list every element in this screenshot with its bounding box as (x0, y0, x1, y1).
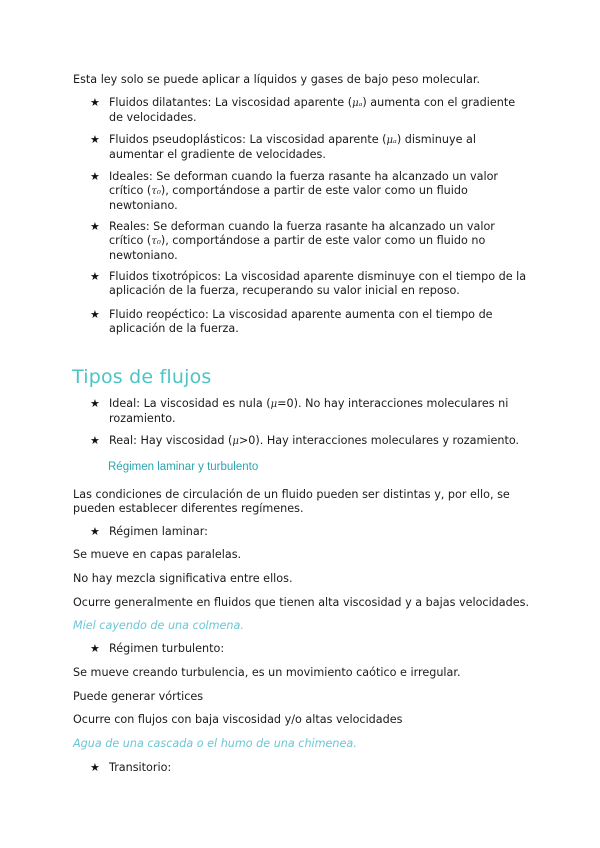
list-item-turbulento: ★ Régimen turbulento: (90, 642, 225, 655)
turbulent-example: Agua de una cascada o el humo de una chimenea. (73, 737, 357, 750)
list-item-transitorio: ★ Transitorio: (90, 761, 172, 774)
turbulent-line: Ocurre con flujos con baja viscosidad y/o altas velocidades (73, 713, 403, 726)
star-bullet-icon: ★ (90, 761, 100, 774)
list-item-laminar: ★ Régimen laminar: (90, 525, 208, 538)
laminar-line: Ocurre generalmente en fluidos que tienen alta viscosidad y a bajas velocidades. (73, 596, 529, 609)
list-item-flujo-real: ★ Real: Hay viscosidad (μ>0). Hay interacciones moleculares y rozamiento. (90, 434, 520, 447)
regimes-intro-paragraph: Las condiciones de circulación de un fluido pueden ser distintas y, por ello, se pueden establecer diferentes regímenes. (73, 488, 510, 515)
star-bullet-icon: ★ (90, 525, 100, 538)
list-item-dilatantes: ★ Fluidos dilatantes: La viscosidad aparente (μₐ) aumenta con el gradiente de velocidades. (90, 96, 516, 124)
laminar-example: Miel cayendo de una colmena. (73, 619, 244, 632)
list-item-flujo-ideal: ★ Ideal: La viscosidad es nula (μ=0). No hay interacciones moleculares ni rozamiento. (90, 397, 509, 425)
star-bullet-icon: ★ (90, 133, 100, 146)
list-item-ideales: ★ Ideales: Se deforman cuando la fuerza rasante ha alcanzado un valor crítico (τ₀), comportándose a partir de este valor como un fluido newtoniano. (90, 170, 499, 212)
subsection-title: Régimen laminar y turbulento (108, 461, 259, 473)
turbulent-line: Se mueve creando turbulencia, es un movimiento caótico e irregular. (73, 666, 461, 679)
star-bullet-icon: ★ (90, 270, 100, 283)
star-bullet-icon: ★ (90, 220, 100, 233)
list-item-pseudoplasticos: ★ Fluidos pseudoplásticos: La viscosidad aparente (μₐ) disminuye al aumentar el gradiente de velocidades. (90, 133, 476, 161)
star-bullet-icon: ★ (90, 642, 100, 655)
star-bullet-icon: ★ (90, 434, 100, 447)
laminar-line: Se mueve en capas paralelas. (73, 548, 242, 561)
intro-paragraph: Esta ley solo se puede aplicar a líquidos y gases de bajo peso molecular. (73, 73, 481, 86)
star-bullet-icon: ★ (90, 170, 100, 183)
star-bullet-icon: ★ (90, 308, 100, 321)
section-title: Tipos de flujos (72, 366, 212, 388)
list-item-tixotropicos: ★ Fluidos tixotrópicos: La viscosidad aparente disminuye con el tiempo de la aplicación de la fuerza, recuperando su valor inicial en reposo. (90, 270, 527, 297)
star-bullet-icon: ★ (90, 397, 100, 410)
star-bullet-icon: ★ (90, 96, 100, 109)
list-item-reopectico: ★ Fluido reopéctico: La viscosidad aparente aumenta con el tiempo de aplicación de la fuerza. (90, 308, 493, 335)
turbulent-line: Puede generar vórtices (73, 690, 204, 703)
laminar-line: No hay mezcla significativa entre ellos. (73, 572, 293, 585)
list-item-reales: ★ Reales: Se deforman cuando la fuerza rasante ha alcanzado un valor crítico (τ₀), comportándose a partir de este valor como un fluido no newtoniano. (90, 220, 495, 262)
